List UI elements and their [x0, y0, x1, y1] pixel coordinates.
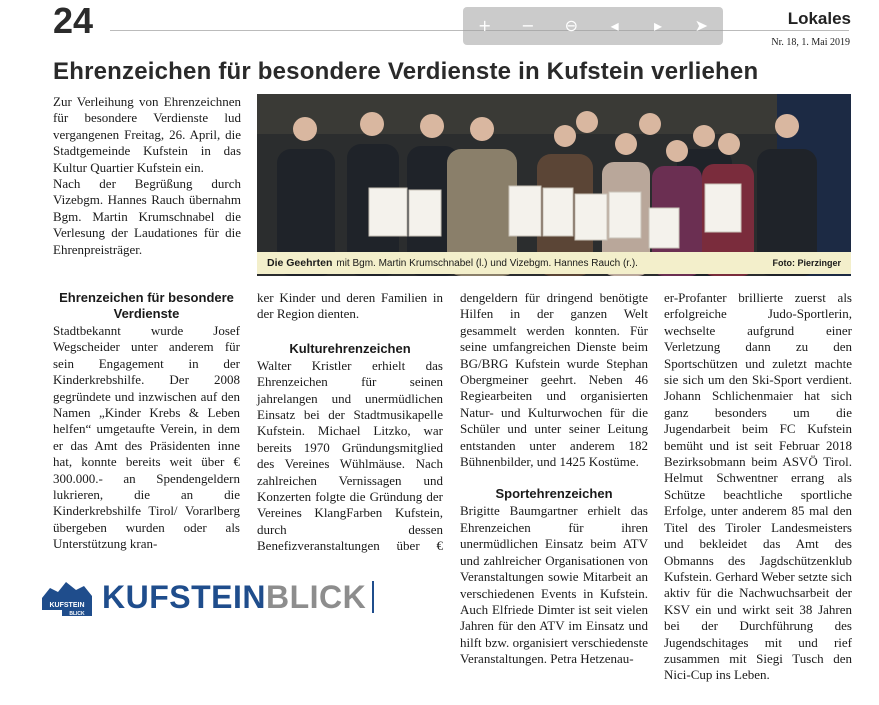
previous-page-button[interactable]: ◂	[610, 16, 619, 35]
col2-text-2: Walter Kristler erhielt das Ehrenzeichen für seinen jahrelangen und unermüdlichen Einsatz bei der Stadtmusikapelle Kufstein. Michael Litzko, war bereits 1970 Gründungsmitglied des Vereines Wühlmäuse. Nach zahlreichen Vernissagen und Konzerten folgte die Gründung der Vereines KlangFarben Kufstein, durch dessen Benefizveranstaltungen über €	[257, 357, 443, 554]
col1-text: Stadtbekannt wurde Josef Wegscheider unter anderem für sein Engagement in der Kinderkrebshilfe. Der 2008 gegründete und inzwischen auf den Namen „Kinder Krebs & Leben helfen“ umgetaufte Verein, in dem er das Amt des Präsidenten inne hat, konnte bereits weit über € 300.000.- an Spendengeldern lukrieren, die an die Kinderkrebshilfe Tirol/ Vorarlberg übergeben wurden oder als Unterstützung kran-	[53, 323, 240, 552]
photo-illustration	[257, 94, 851, 276]
col3-heading: Sportehrenzeichen	[495, 486, 613, 502]
col4-text: er-Profanter brillierte zuerst als erfolgreiche Judo-Sportlerin, wechselte aufgrund einer Verletzung dann zu den Sportschützen und zuletzt machte sie sich um den Ski-Sport verdient. Johann Schlichenmaier hat sich ganz besonders um die Jugendarbeit beim FC Kufstein bemüht und ist seit Februar 2018 Bezirksobmann beim ASVÖ Tirol. Helmut Schwentner errang als Schütze beachtliche sportliche Erfolge, unter anderem 85 mal den Titel des Tiroler Landesmeisters und bekleidet das Amt des Obmanns des Jagdschützenklub Kufstein. Gerhard Weber setzte sich aktiv für die Nachwuchsarbeit der KSV ein und wirkt seit 38 Jahren bei der Durchführung des Jugendschitages mit und rief zusammen mit Siegi Tusch den Nici-Cup ins Leben.	[664, 290, 852, 683]
logo-badge-bottom: BLICK	[69, 611, 85, 616]
column-2	[257, 290, 443, 571]
logo-divider	[372, 581, 374, 613]
col3-text-2: Brigitte Baumgartner erhielt das Ehrenzeichen für ihren unermüdlichen Einsatz beim ATV und zahlreicher Organisationen von Veranstaltungen sowie Mitarbeit an verschiedenen Events in Kufstein. Auch Elfriede Dimter ist seit vielen Jahren für den ATV im Einsatz und hilft bzw. organisiert verschiedenste Veranstaltungen. Petra Hetzenau-	[460, 503, 648, 667]
intro-paragraph-2: Nach der Begrüßung durch Vizebgm. Hannes Rauch übernahm Bgm. Martin Krumschnabel die Verlesung der Laudationes für die Ehrenpreisträger.	[53, 176, 241, 257]
zoom-in-button[interactable]: +	[477, 16, 492, 35]
logo-wordmark	[102, 579, 366, 616]
col2-text-1: ker Kinder und deren Familien in der Region dienten.	[257, 290, 443, 322]
column-3	[460, 290, 648, 668]
section-title: Lokales	[787, 9, 851, 28]
zoom-out-button[interactable]: −	[521, 16, 535, 35]
col1-heading: Ehrenzeichen für besondere Verdienste	[59, 290, 234, 321]
col2-heading: Kulturehrenzeichen	[289, 340, 411, 356]
logo-badge-icon	[40, 578, 94, 616]
next-page-button[interactable]: ▸	[653, 16, 662, 35]
caption-title: Die Geehrten	[267, 257, 333, 269]
logo-text-blick: BLICK	[266, 578, 367, 615]
issue-date: Nr. 18, 1. Mai 2019	[771, 37, 850, 48]
pointer-mode-icon[interactable]: ➤	[694, 16, 708, 35]
zoom-reset-icon[interactable]: ⊖	[564, 16, 579, 35]
caption-text: mit Bgm. Martin Krumschnabel (l.) und Vizebgm. Hannes Rauch (r.).	[336, 257, 638, 269]
page-number: 24	[53, 0, 94, 41]
intro-paragraph: Zur Verleihung von Ehrenzeichnen für besondere Verdienste lud vergangenen Freitag, 26. April, die Stadtgemeinde Kufstein in das Kultur Quartier Kufstein ein.	[53, 94, 241, 175]
intro-column	[53, 94, 241, 258]
article-headline: Ehrenzeichen für besondere Verdienste in Kufstein verliehen	[53, 58, 759, 85]
logo-badge-top: KUFSTEIN	[49, 602, 85, 609]
viewer-toolbar	[463, 7, 723, 45]
kufsteinblick-logo[interactable]	[40, 578, 374, 616]
photo-credit: Foto: Pierzinger	[772, 258, 841, 268]
logo-text-kufstein: KUFSTEIN	[102, 578, 266, 615]
photo-caption	[257, 252, 851, 274]
column-1	[53, 290, 240, 553]
column-4	[664, 290, 852, 684]
group-photo	[257, 94, 851, 276]
col3-text-1: dengeldern für dringend benötigte Hilfen in der ganzen Welt gesammelt werden konnten. Für seine umfangreichen Dienste beim BG/BRG Kufstein wurde Stephan Obergmeiner geehrt. Neben 46 Regiearbeiten und organisierten Natur- und Kulturwochen für die Schüler und unter seiner Leitung entstanden unter anderem 182 Bühnenbilder, und 1425 Kostüme.	[460, 290, 648, 470]
